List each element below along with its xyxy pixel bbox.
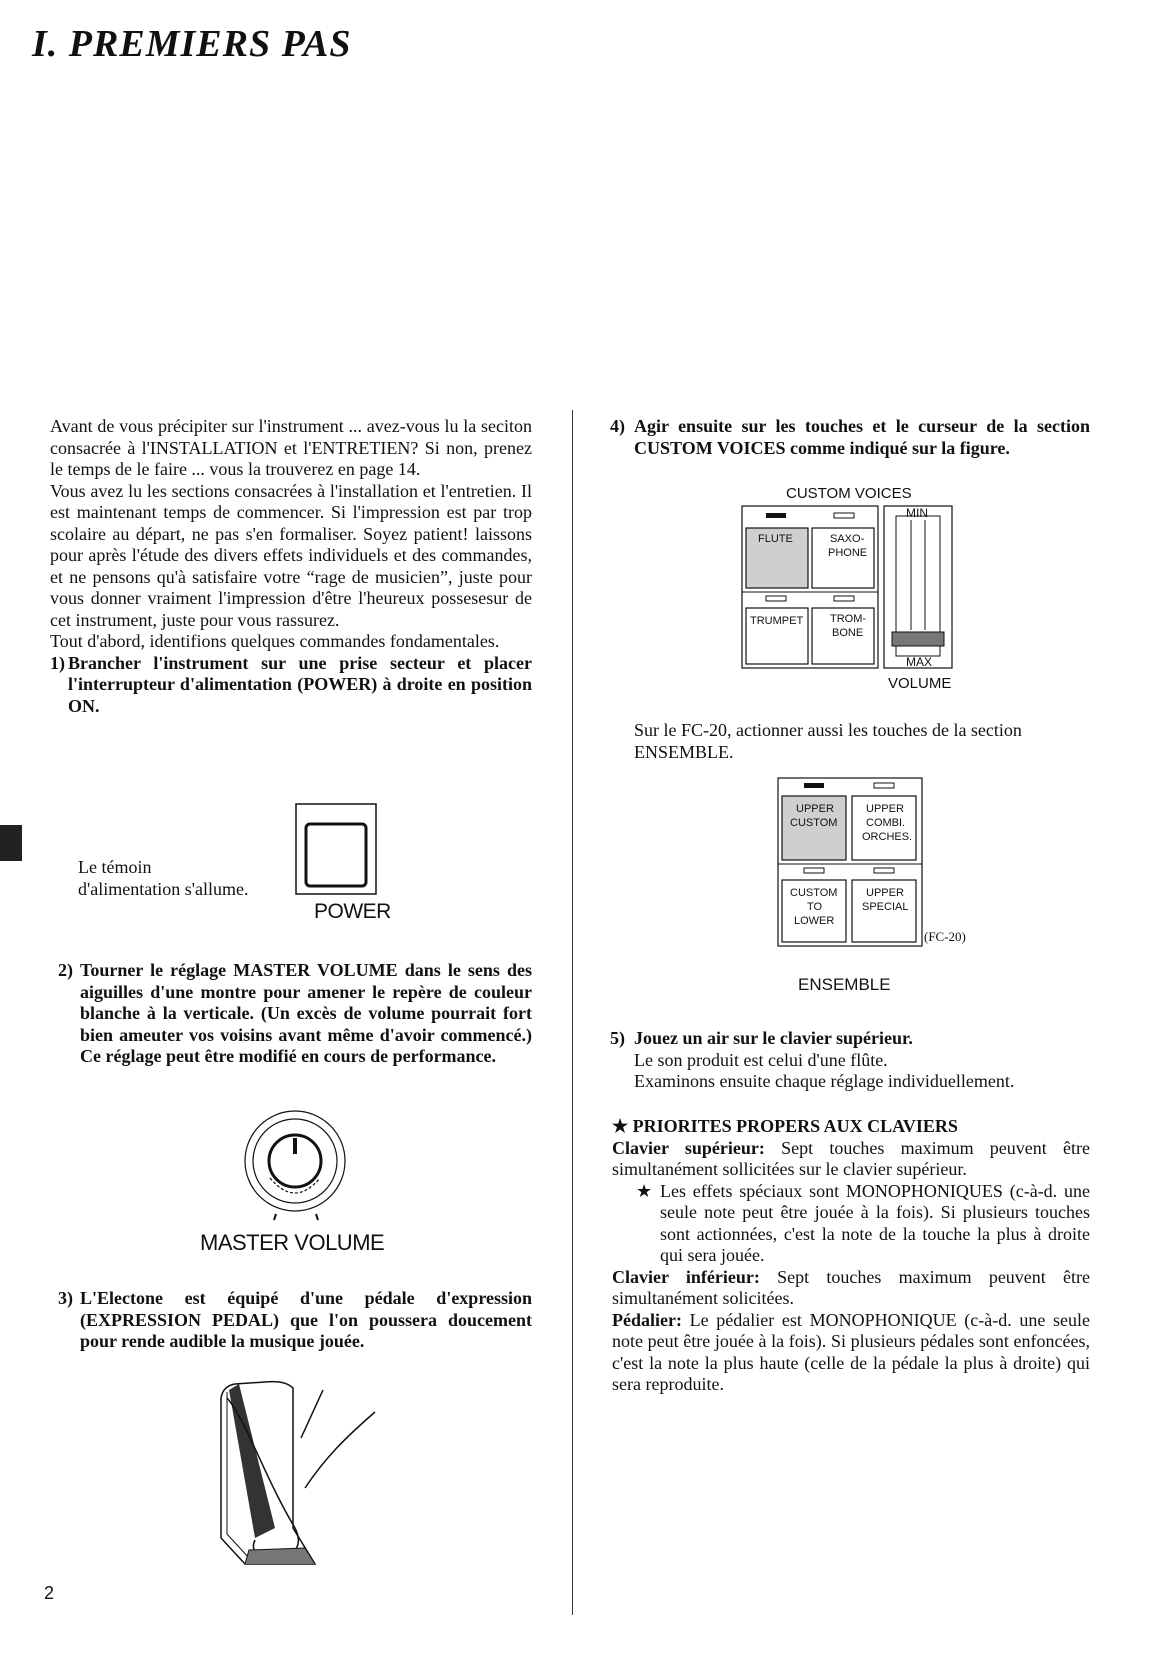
saxophone-label-1: SAXO-: [830, 533, 865, 545]
custom-to-lower-label-3: LOWER: [794, 915, 835, 927]
left-column: [50, 416, 532, 717]
step-5-title: Jouez un air sur le clavier supérieur.: [634, 1028, 913, 1048]
step-4-number: 4): [610, 416, 625, 436]
upper-special-label-2: SPECIAL: [862, 901, 909, 913]
custom-voices-panel-illustration: [736, 480, 972, 700]
saxophone-button: [812, 513, 874, 588]
power-label: POWER: [314, 900, 391, 923]
saxophone-label-2: PHONE: [828, 547, 868, 559]
master-volume-label: MASTER VOLUME: [200, 1230, 385, 1255]
trombone-button: [812, 596, 874, 664]
step-2-text: Tourner le réglage MASTER VOLUME dans le sens des aiguilles d'une montre pour amener le repère de couleur blanche à la verticale. (Un excès de volume pourrait fort bien ameuter vos voisins avant même d'avoir commencé.) Ce réglage peut être modifié en cours de performance.: [80, 960, 532, 1066]
upper-custom-label-1: UPPER: [796, 803, 834, 815]
custom-voices-title: CUSTOM VOICES: [786, 485, 912, 502]
section-tab-marker: [0, 825, 22, 861]
master-volume-knob-illustration: [240, 1108, 350, 1228]
expression-pedal-illustration: [215, 1378, 385, 1568]
volume-label: VOLUME: [888, 675, 952, 692]
step-2: [58, 960, 532, 1068]
step-1-text: Brancher l'instrument sur une prise secteur et placer l'interrupteur d'alimentation (POWER) à droite en position ON.: [68, 652, 532, 716]
upper-combi-label-2: COMBI.: [866, 817, 906, 829]
upper-special-label-1: UPPER: [866, 887, 904, 899]
step-4-text: Agir ensuite sur les touches et le curseur de la section CUSTOM VOICES comme indiqué sur la figure.: [634, 416, 1090, 458]
page-title: I. PREMIERS PAS: [32, 23, 352, 65]
lower-keyboard-paragraph: Clavier inférieur: Sept touches maximum peuvent être simultanément solicitées.: [612, 1266, 1091, 1308]
upper-custom-button: [782, 783, 846, 860]
fc20-note: (FC-20): [924, 929, 966, 944]
intro-paragraph-1: Avant de vous précipiter sur l'instrument ... avez-vous lu la seciton consacrée à l'INSTALLATION et l'ENTRETIEN? Si non, prenez le temps de le faire ... vous la trouverez en page 14.: [50, 416, 532, 479]
pedalboard-paragraph: Pédalier: Le pédalier est MONOPHONIQUE (c-à-d. une seule note peut être jouée à la fois). Si plusieurs pédales sont enfoncées, c'est la note la plus haute (celle de la pédale la plus à droite) qui sera reproduite.: [612, 1309, 1091, 1394]
power-caption-line-2: d'alimentation s'allume.: [78, 878, 249, 899]
page-number: 2: [44, 1583, 55, 1603]
upper-combi-orches-button: [852, 783, 916, 860]
flute-label: FLUTE: [758, 533, 793, 545]
upper-combi-label-1: UPPER: [866, 803, 904, 815]
power-caption-line-1: Le témoin: [78, 857, 152, 877]
step-5: [610, 1028, 1090, 1093]
step-1-number: 1): [50, 652, 65, 673]
step-5-line-2: Le son produit est celui d'une flûte.: [634, 1049, 888, 1070]
trumpet-label: TRUMPET: [750, 615, 804, 627]
ensemble-panel-illustration: [776, 774, 986, 998]
step-4: [610, 416, 1090, 459]
custom-to-lower-button: [782, 868, 846, 942]
upper-keyboard-paragraph: Clavier supérieur: Sept touches maximum peuvent être simultanément sollicitées sur le clavier supérieur.: [612, 1137, 1090, 1179]
column-divider: [572, 410, 573, 1615]
special-effects-note: ★ Les effets spéciaux sont MONOPHONIQUES (c-à-d. une seule note peut être jouée à la fois). Si plusieurs touches sont actionnées, c'est la note de la touche la plus à droite qui sera jouée.: [636, 1180, 1090, 1265]
custom-to-lower-label-2: TO: [807, 901, 823, 913]
star-icon: ★: [636, 1180, 653, 1201]
ensemble-label: ENSEMBLE: [798, 975, 891, 994]
keyboard-priorities-section: [612, 1116, 1090, 1396]
step-3-number: 3): [58, 1288, 73, 1308]
flute-button: [746, 513, 808, 588]
step-3: [58, 1288, 532, 1353]
step-2-number: 2): [58, 960, 73, 980]
step-5-line-3: Examinons ensuite chaque réglage individuellement.: [634, 1071, 1015, 1091]
fc20-instruction: Sur le FC-20, actionner aussi les touches de la section ENSEMBLE.: [634, 720, 1022, 762]
step-3-text: L'Electone est équipé d'une pédale d'expression (EXPRESSION PEDAL) que l'on poussera doucement pour rende audible la musique jouée.: [80, 1288, 532, 1351]
step-1: [50, 653, 532, 718]
trombone-label-2: BONE: [832, 627, 864, 639]
intro-paragraph-3: Tout d'abord, identifions quelques commandes fondamentales.: [50, 631, 500, 651]
upper-combi-label-3: ORCHES.: [862, 831, 913, 843]
volume-max-label: MAX: [906, 655, 933, 669]
custom-to-lower-label-1: CUSTOM: [790, 887, 838, 899]
upper-special-button: [852, 868, 916, 942]
power-caption: [78, 857, 298, 900]
volume-slider: [884, 506, 952, 669]
step-5-number: 5): [610, 1028, 625, 1048]
trumpet-button: [746, 596, 808, 664]
upper-custom-label-2: CUSTOM: [790, 817, 838, 829]
volume-min-label: MIN: [906, 506, 928, 520]
priorities-heading: ★ PRIORITES PROPERS AUX CLAVIERS: [612, 1116, 958, 1136]
intro-paragraph-2: Vous avez lu les sections consacrées à l'installation et l'entretien. Il est maintenant temps de commencer. Si l'impression est par trop scolaire au départ, ne pas s'en formaliser. Soyez patient! laissons pour après l'étude des divers effets individuels et des commandes, et ne pensons qu'à satisfaire votre “rage de musicien”, juste pour vous donner vraiment l'impression d'être l'heureux possesesur de cet instrument, juste pour vous rassurez.: [50, 480, 532, 630]
trombone-label-1: TROM-: [830, 613, 867, 625]
